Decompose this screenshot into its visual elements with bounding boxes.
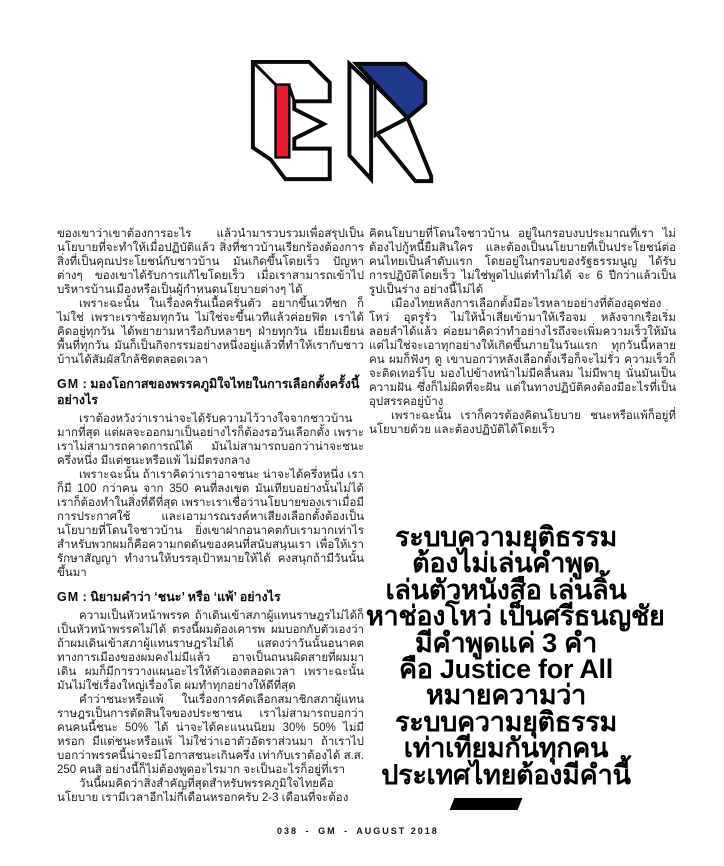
pull-quote-line: เท่าเทียมกันทุกคน <box>403 733 609 764</box>
er-logo-icon <box>246 56 443 188</box>
magazine-logo <box>246 56 443 188</box>
heading-text: : นิยามคำว่า ‘ชนะ’ หรือ ‘แพ้’ อย่างไร <box>79 590 281 604</box>
pull-quote-line: หาช่องโหว่ เป็นศรีธนญชัย <box>366 601 665 632</box>
pull-quote-line: มีคำพูดแค่ 3 คำ <box>414 627 598 658</box>
footer-magazine-name: GM <box>318 826 337 836</box>
body-paragraph: เพราะฉะนั้น ในเรื่องครั่นเนื้อครั่นตัว อยากขึ้นเวทีชก ก็ไม่ใช่ เพราะเราซ้อมทุกวัน ไม่ใช่จะขึ้นเวทีแล้วค่อยฟิต เราได้คิดอยู่ทุกวัน ได้พยายามหารือกับหลายๆ ฝ่ายทุกวัน เยี่ยมเยียนพื้นที่ทุกวัน มันก็เป็นกิจกรรมอย่างหนึ่งอยู่แล้วที่ทำให้เรากับชาวบ้านได้สัมผัสใกล้ชิดตลอดเวลา <box>57 298 364 366</box>
quote-divider <box>450 798 523 810</box>
question-heading <box>57 589 364 605</box>
pull-quote-line: หมายความว่า <box>425 680 587 711</box>
body-paragraph: เมืองไทยหลังการเลือกตั้งมีอะไรหลายอย่างที่ต้องอุดช่องโหว่ อุดรูรั่ว ไม่ให้น้ำเสียเข้ามาให้เรือจม หลังจากเรือเริ่มลอยลำได้แล้ว ค่อยมาคิดว่าทำอย่างไรถึงจะเพิ่มความเร็วให้มัน แต่ไม่ใช่จะเอาทุกอย่างให้เกิดขึ้นภายในวันแรก ทุกวันนี้หลายคน ผมก็ฟังๆ ดู เขาบอกว่าหลังเลือกตั้งเรือก็จะไม่รั่ว ความเร็วก็จะติดเทอร์โบ มองไปข้างหน้าไม่มีคลื่นลม ไม่มีพายุ นั่นมันเป็นความฝัน ซึ่งก็ไม่ผิดที่จะฝัน แต่ในทางปฏิบัติคงต้องมีอะไรที่เป็นอุปสรรคอยู่บ้าง <box>369 298 676 408</box>
footer-issue-date: AUGUST 2018 <box>356 826 439 836</box>
logo-letter-r <box>349 64 431 181</box>
body-paragraph: คำว่าชนะหรือแพ้ ในเรื่องการคัดเลือกสมาชิกสภาผู้แทนราษฎรเป็นการตัดสินใจของประชาชน เราไม่สามารถบอกว่าคนคนนี้ชนะ 50% ได้ น่าจะได้คะแนนนิยม 30% 50% ไม่มีหรอก มีแต่ชนะหรือแพ้ ไม่ใช่ว่าเอาตัวอัตราส่วนมา ถ้าเราไปบอกว่าพรรคนี้น่าจะมีโอกาสชนะเกินครึ่ง เท่ากับเราต้องได้ ส.ส. 250 คนสิ อย่างนี้ก็ไม่ต้องพูดอะไรมาก จะเป็นอะไรก็อยู่ที่เรา <box>57 694 364 776</box>
article-column-right <box>369 227 676 437</box>
heading-gm-prefix: GM <box>57 590 80 604</box>
body-paragraph: เราต้องหวังว่าเราน่าจะได้รับความไว้วางใจจากชาวบ้านมากที่สุด แต่ผลจะออกมาเป็นอย่างไรก็ต้องรอวันเลือกตั้ง เพราะเราไม่สามารถคาดการณ์ได้ มันไม่สามารถบอกว่าน่าจะชนะครึ่งหนึ่ง มีแต่ชนะหรือแพ้ ไม่มีตรงกลาง <box>57 413 364 467</box>
logo-letter-e <box>253 62 330 179</box>
pull-quote-line: เล่นตัวหนังสือ เล่นลิ้น <box>385 574 627 605</box>
pull-quote-line: ระบบความยุติธรรม <box>395 706 617 737</box>
page-footer <box>277 826 442 836</box>
article-column-left <box>57 227 364 805</box>
pull-quote-line: ต้องไม่เล่นคำพูด <box>412 548 600 579</box>
body-paragraph: วันนี้ผมคิดว่าสิ่งสำคัญที่สุดสำหรับพรรคภูมิใจไทยคือนโยบาย เรามีเวลาอีกไม่กี่เดือนหรอกครับ 2-3 เดือนที่จะต้อง <box>57 778 349 804</box>
body-paragraph: ของเขาว่าเขาต้องการอะไร แล้วนำมารวบรวมเพื่อสรุปเป็นนโยบายที่จะทำให้เมื่อปฏิบัติแล้ว สิ่งที่ชาวบ้านเรียกร้องต้องการ สิ่งที่เป็นคุณประโยชน์กับชาวบ้าน มันเกิดขึ้นโดยเร็ว ปัญหาต่างๆ ของเขาได้รับการแก้ไขโดยเร็ว เมื่อเราสามารถเข้าไปบริหารบ้านเมืองหรือเป็นผู้กำหนดนโยบายต่างๆ ได้ <box>57 228 364 296</box>
body-paragraph: คิดนโยบายที่โดนใจชาวบ้าน อยู่ในกรอบงบประมาณที่เรา ไม่ต้องไปกู้หนี้ยืมสินใคร และต้องเป็นนโยบายที่เป็นประโยชน์ต่อคนไทยเป็นลำดับแรก โดยอยู่ในกรอบของรัฐธรรมนูญ ได้รับการปฏิบัติโดยเร็ว ไม่ใช่พูดไปแต่ทำไม่ได้ จะ 6 ปีกว่าแล้วเป็นรูปเป็นร่าง อย่างนี้ไม่ได้ <box>369 228 676 296</box>
pull-quote-line: คือ Justice for All <box>399 654 613 685</box>
footer-separator: - <box>305 826 311 836</box>
logo-red-bar <box>276 85 290 158</box>
pull-quote-line: ประเทศไทยต้องมีคำนี้ <box>381 759 631 790</box>
heading-gm-prefix: GM <box>57 377 80 391</box>
body-paragraph: ความเป็นหัวหน้าพรรค ถ้าเดินเข้าสภาผู้แทนราษฎรไม่ได้ก็เป็นหัวหน้าพรรคไม่ได้ ตรงนี้ผมต้องเคารพ ผมบอกกับตัวเองว่า ถ้าผมเดินเข้าสภาผู้แทนราษฎรไม่ได้ แสดงว่าวันนั้นอนาคตทางการเมืองของผมคงไม่มีแล้ว อาจเป็นถนนผิดสายที่ผมมาเดิน ผมก็มีการวางแผนอะไรให้ตัวเองตลอดเวลา เพราะฉะนั้น มันไม่ใช่เรื่องใหญ่เรื่องโต ผมทำทุกอย่างให้ดีที่สุด <box>57 610 364 692</box>
pull-quote <box>366 522 665 790</box>
footer-separator: - <box>344 826 350 836</box>
body-paragraph: เพราะฉะนั้น ถ้าเราคิดว่าเราอาจชนะ น่าจะได้ครึ่งหนึ่ง เราก็มี 100 กว่าคน จาก 350 คนที่ลงเขต มันเทียบอย่างนั้นไม่ได้ เราก็ต้องทำในสิ่งที่ดีที่สุด เพราะเราเชื่อว่านโยบายของเราเมื่อมีการประกาศใช้ และเอามารณรงค์หาเสียงเลือกตั้งต้องเป็นนโยบายที่โดนใจชาวบ้าน ยิ่งเขาฝากอนาคตกับเรามากเท่าไร สำหรับพวกผมก็คือความกดดันของคนที่สนับสนุนเรา เพื่อให้เรารักษาสัญญา ทำงานให้บรรลุเป้าหมายให้ได้ คงสนุกถ้ามีวันนั้นขึ้นมา <box>57 469 364 579</box>
footer-page-number: 038 <box>277 826 299 836</box>
pull-quote-line: ระบบความยุติธรรม <box>395 522 617 552</box>
question-heading <box>57 376 364 408</box>
body-paragraph: เพราะฉะนั้น เราก็ควรต้องคิดนโยบาย ชนะหรือแพ้ก็อยู่ที่นโยบายด้วย และต้องปฏิบัติได้โดยเร็ว <box>369 410 676 436</box>
heading-text: : มองโอกาสของพรรคภูมิใจไทยในการเลือกตั้งครั้งนี้อย่างไร <box>57 377 360 407</box>
